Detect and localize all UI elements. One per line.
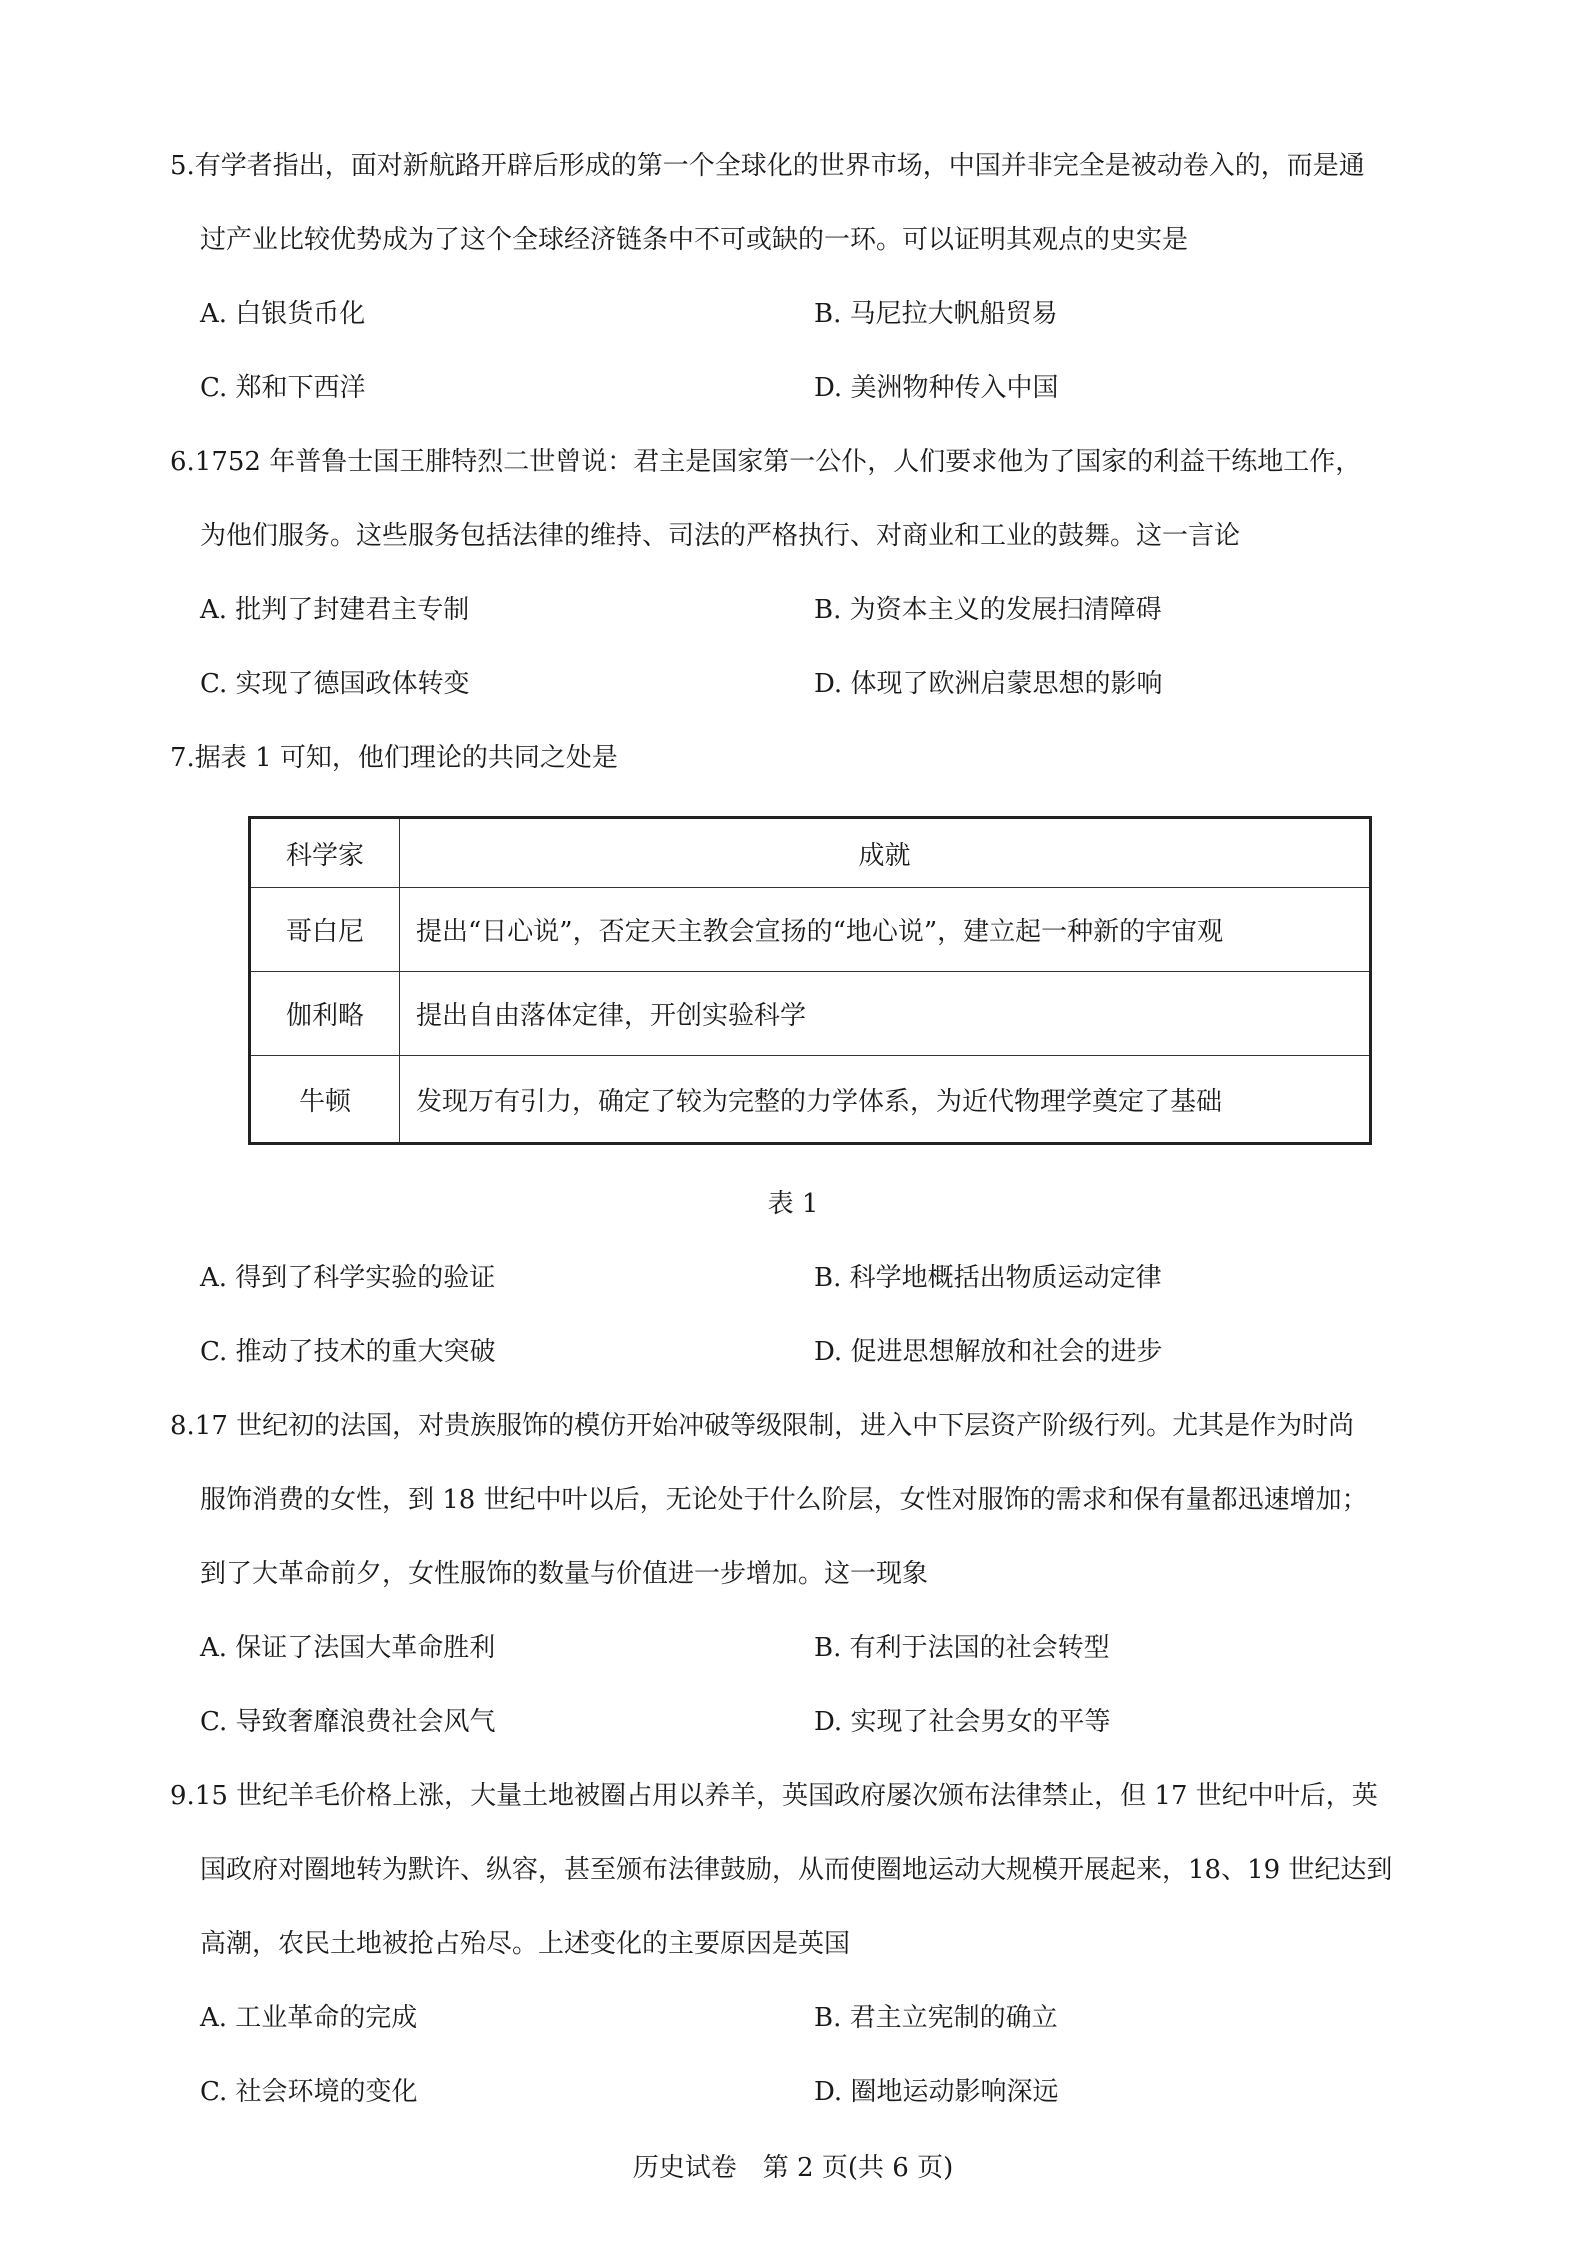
page-footer: 历史试卷 第 2 页(共 6 页) <box>632 2153 954 2183</box>
q6-stem-line1: 6.1752 年普鲁士国王腓特烈二世曾说：君主是国家第一公仆，人们要求他为了国家的利益干练地工作， <box>170 447 1362 477</box>
q8-stem-line2: 服饰消费的女性，到 18 世纪中叶以后，无论处于什么阶层，女性对服饰的需求和保有量都迅速增加； <box>200 1485 1368 1515</box>
q5-option-c: C. 郑和下西洋 <box>200 373 366 403</box>
q7-stem-line1: 7.据表 1 可知，他们理论的共同之处是 <box>170 743 618 773</box>
q9-option-c: C. 社会环境的变化 <box>200 2077 418 2107</box>
q5-option-d: D. 美洲物种传入中国 <box>814 373 1059 403</box>
q7-option-b: B. 科学地概括出物质运动定律 <box>814 1263 1162 1293</box>
q6-option-b: B. 为资本主义的发展扫清障碍 <box>814 595 1162 625</box>
q9-option-d: D. 圈地运动影响深远 <box>814 2077 1059 2107</box>
q8-option-c: C. 导致奢靡浪费社会风气 <box>200 1707 496 1737</box>
q7-option-d: D. 促进思想解放和社会的进步 <box>814 1337 1163 1367</box>
table-header-achievement: 成就 <box>400 818 1371 888</box>
q8-option-d: D. 实现了社会男女的平等 <box>814 1707 1111 1737</box>
table-header-row <box>250 818 1371 888</box>
table-row <box>250 888 1371 972</box>
table-row <box>250 1056 1371 1144</box>
table-cell-achievement: 提出自由落体定律，开创实验科学 <box>400 972 1371 1056</box>
q6-option-d: D. 体现了欧洲启蒙思想的影响 <box>814 669 1163 699</box>
q7-option-c: C. 推动了技术的重大突破 <box>200 1337 496 1367</box>
q6-option-c: C. 实现了德国政体转变 <box>200 669 470 699</box>
table-caption: 表 1 <box>767 1189 819 1219</box>
q5-stem-line1: 5.有学者指出，面对新航路开辟后形成的第一个全球化的世界市场，中国并非完全是被动卷入的，而是通 <box>170 151 1365 181</box>
q5-option-b: B. 马尼拉大帆船贸易 <box>814 299 1058 329</box>
table-cell-achievement: 发现万有引力，确定了较为完整的力学体系，为近代物理学奠定了基础 <box>400 1056 1371 1144</box>
q9-option-b: B. 君主立宪制的确立 <box>814 2003 1058 2033</box>
q9-stem-line2: 国政府对圈地转为默许、纵容，甚至颁布法律鼓励，从而使圈地运动大规模开展起来，18、19 世纪达到 <box>200 1855 1393 1885</box>
table-cell-scientist: 伽利略 <box>250 972 400 1056</box>
q8-stem-line3: 到了大革命前夕，女性服饰的数量与价值进一步增加。这一现象 <box>200 1559 929 1589</box>
q8-option-b: B. 有利于法国的社会转型 <box>814 1633 1110 1663</box>
table-cell-scientist: 哥白尼 <box>250 888 400 972</box>
q8-stem-line1: 8.17 世纪初的法国，对贵族服饰的模仿开始冲破等级限制，进入中下层资产阶级行列。尤其是作为时尚 <box>170 1411 1355 1441</box>
q9-stem-line3: 高潮，农民土地被抢占殆尽。上述变化的主要原因是英国 <box>200 1929 851 1959</box>
table-cell-achievement: 提出“日心说”，否定天主教会宣扬的“地心说”，建立起一种新的宇宙观 <box>400 888 1371 972</box>
q5-option-a: A. 白银货币化 <box>200 299 366 329</box>
q9-option-a: A. 工业革命的完成 <box>200 2003 418 2033</box>
q7-option-a: A. 得到了科学实验的验证 <box>200 1263 496 1293</box>
q9-stem-line1: 9.15 世纪羊毛价格上涨，大量土地被圈占用以养羊，英国政府屡次颁布法律禁止，但 17 世纪中叶后，英 <box>170 1781 1378 1811</box>
table-row <box>250 972 1371 1056</box>
q6-option-a: A. 批判了封建君主专制 <box>200 595 470 625</box>
table-header-scientist: 科学家 <box>250 818 400 888</box>
q8-option-a: A. 保证了法国大革命胜利 <box>200 1633 496 1663</box>
scientist-table <box>248 816 1372 1145</box>
q6-stem-line2: 为他们服务。这些服务包括法律的维持、司法的严格执行、对商业和工业的鼓舞。这一言论 <box>200 521 1241 551</box>
table-cell-scientist: 牛顿 <box>250 1056 400 1144</box>
q5-stem-line2: 过产业比较优势成为了这个全球经济链条中不可或缺的一环。可以证明其观点的史实是 <box>200 225 1189 255</box>
